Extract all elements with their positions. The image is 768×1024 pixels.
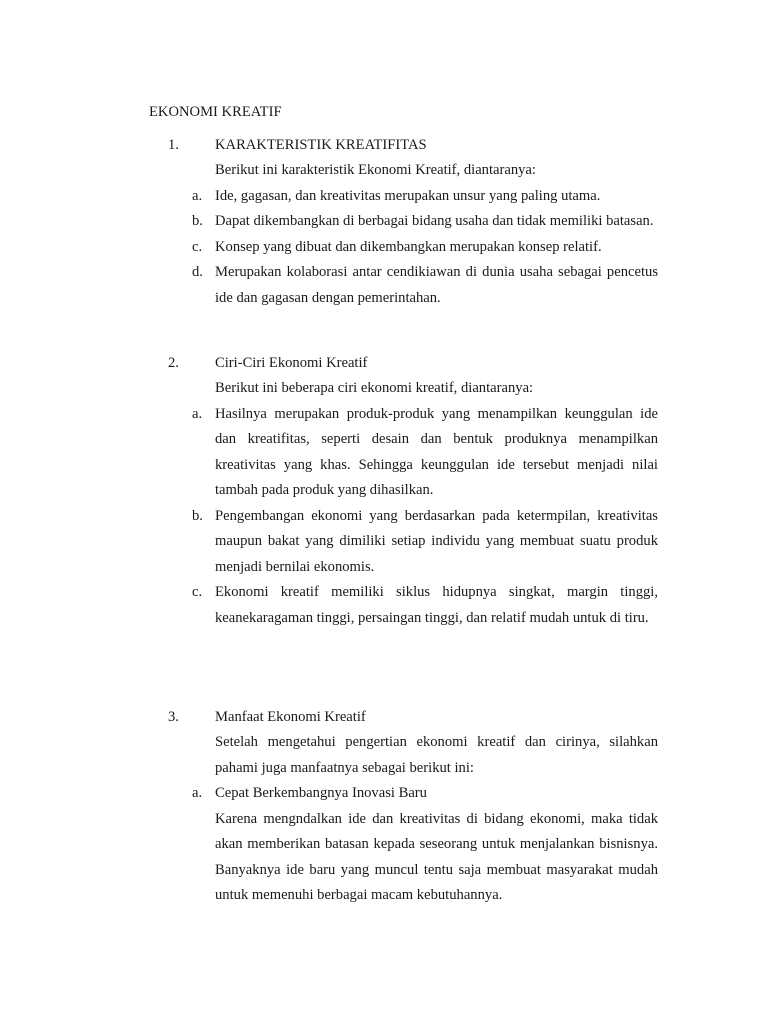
section-number: 1. <box>168 137 179 153</box>
item-text: Hasilnya merupakan produk-produk yang menampilkan keunggulan ide dan kreatifitas, seperti desain dan bentuk produknya menampilkan kreativitas yang khas. Sehingga keunggulan ide tersebut menjadi nilai tambah pada produk yang dihasilkan. <box>215 405 658 498</box>
section-intro: Berikut ini karakteristik Ekonomi Kreatif, diantaranya: <box>215 162 536 178</box>
item-text: Dapat dikembangkan di berbagai bidang usaha dan tidak memiliki batasan. <box>215 213 654 229</box>
list-item <box>168 580 658 631</box>
section-heading <box>168 351 658 376</box>
item-letter: a. <box>192 187 203 204</box>
item-letter: d. <box>192 264 203 280</box>
item-text: Karena mengndalkan ide dan kreativitas di bidang ekonomi, maka tidak akan memberikan batasan kepada seseorang untuk menjalankan bisnisnya. Banyaknya ide baru yang muncul tentu saja membuat masyarakat mudah untuk memenuhi berbagai macam kebutuhannya. <box>215 810 658 903</box>
section-heading <box>168 705 658 730</box>
section-heading <box>168 133 658 158</box>
section-title: Manfaat Ekonomi Kreatif <box>215 709 366 725</box>
list-item <box>168 504 658 581</box>
document-title: EKONOMI KREATIF <box>149 104 282 120</box>
section-title: Ciri-Ciri Ekonomi Kreatif <box>215 355 368 371</box>
list-item <box>168 781 658 909</box>
list-item <box>168 209 658 235</box>
section-karakteristik <box>168 133 658 311</box>
item-letter: b. <box>192 213 203 229</box>
item-list <box>168 781 658 909</box>
item-text: Pengembangan ekonomi yang berdasarkan pada ketermpilan, kreativitas maupun bakat yang dimiliki setiap individu yang membuat suatu produk menjadi bernilai ekonomis. <box>215 507 658 575</box>
item-text: Ekonomi kreatif memiliki siklus hidupnya singkat, margin tinggi, keanekaragaman tinggi, persaingan tinggi, dan relatif mudah untuk di tiru. <box>215 584 658 626</box>
item-letter: a. <box>192 405 203 422</box>
section-number: 3. <box>168 709 179 725</box>
item-letter: a. <box>192 785 203 801</box>
section-manfaat <box>168 705 658 909</box>
item-title: Cepat Berkembangnya Inovasi Baru <box>215 785 427 801</box>
section-intro: Setelah mengetahui pengertian ekonomi kreatif dan cirinya, silahkan pahami juga manfaatnya sebagai berikut ini: <box>215 734 658 776</box>
list-item <box>168 402 658 504</box>
item-list <box>168 184 658 312</box>
section-number: 2. <box>168 355 179 371</box>
section-ciri-ciri <box>168 351 658 631</box>
item-letter: c. <box>192 238 203 255</box>
section-intro: Berikut ini beberapa ciri ekonomi kreatif, diantaranya: <box>215 380 534 396</box>
list-item <box>168 260 658 311</box>
item-text: Konsep yang dibuat dan dikembangkan merupakan konsep relatif. <box>215 238 602 255</box>
section-title: KARAKTERISTIK KREATIFITAS <box>215 137 427 153</box>
item-text: Merupakan kolaborasi antar cendikiawan di dunia usaha sebagai pencetus ide dan gagasan dengan pemerintahan. <box>215 264 658 306</box>
list-item <box>168 235 658 261</box>
item-list <box>168 402 658 632</box>
item-letter: b. <box>192 507 203 524</box>
item-text: Ide, gagasan, dan kreativitas merupakan unsur yang paling utama. <box>215 187 601 204</box>
list-item <box>168 184 658 210</box>
item-letter: c. <box>192 584 203 600</box>
